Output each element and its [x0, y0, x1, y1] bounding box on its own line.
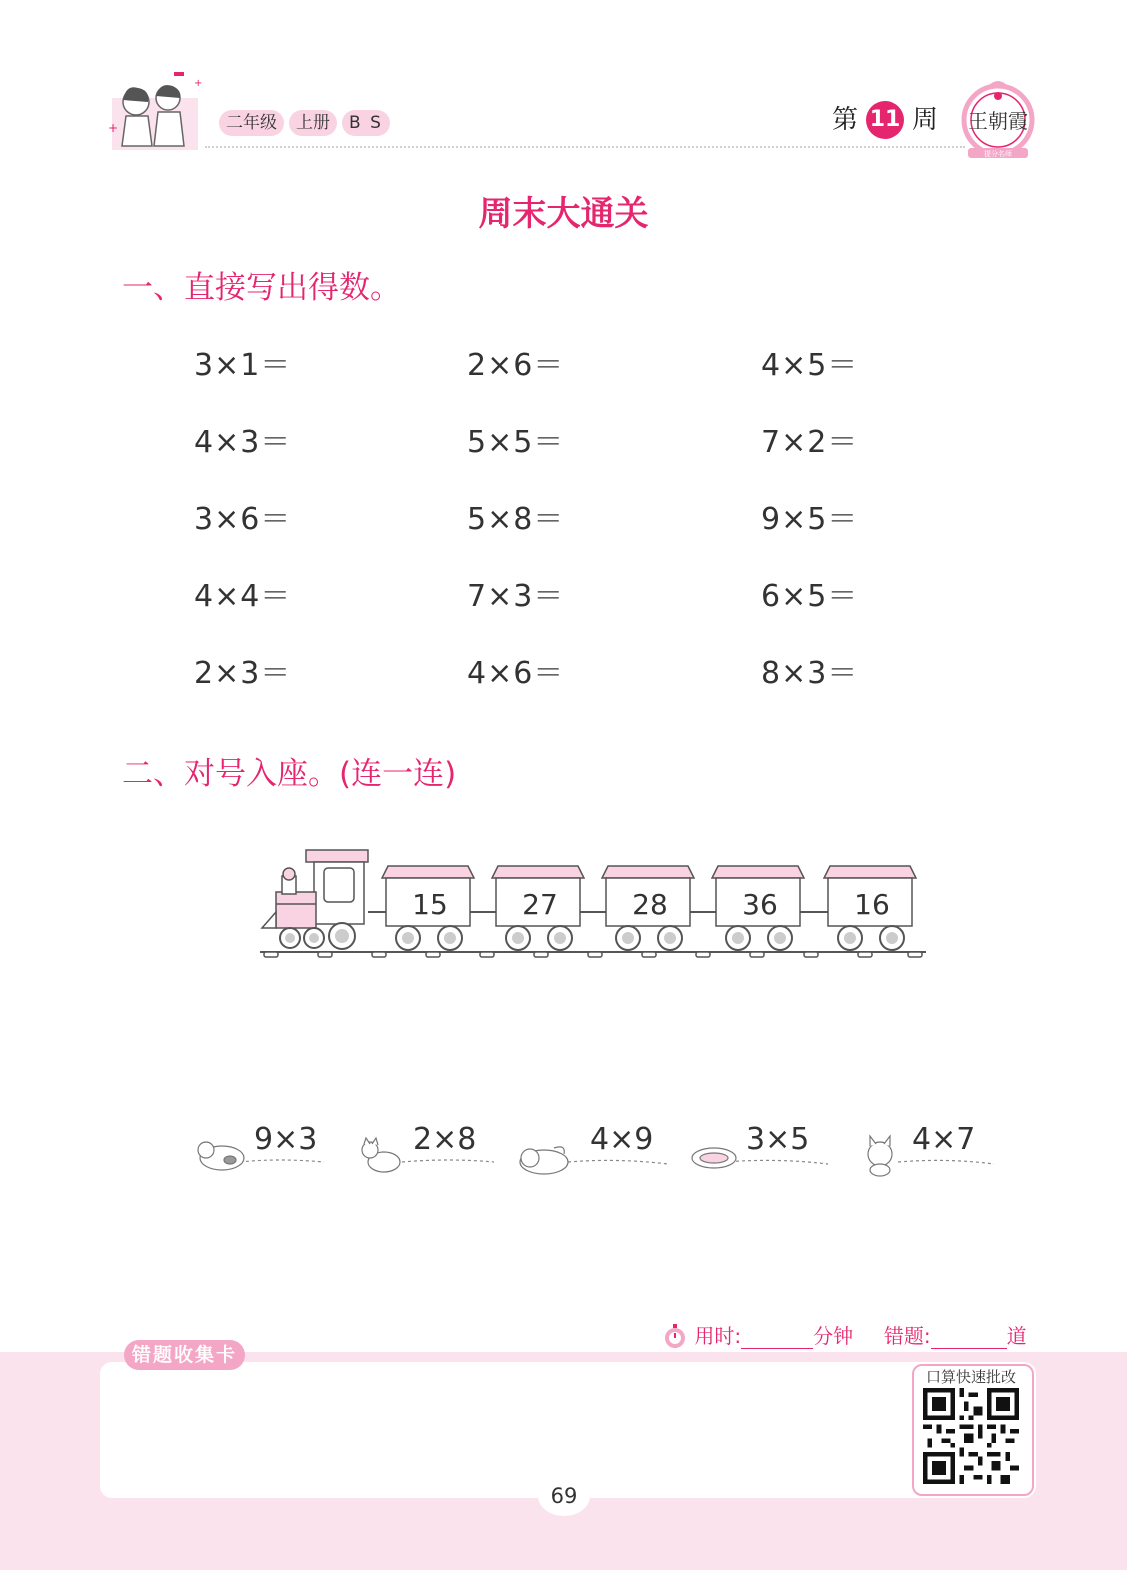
error-card-title: 错题收集卡 [124, 1340, 245, 1370]
qr-caption: 口算快速批改 [925, 1368, 1016, 1386]
equation: 8×3＝ [761, 656, 859, 691]
animal-expression: 9×3 [254, 1122, 318, 1157]
train-illustration [258, 848, 928, 960]
errors-blank[interactable] [931, 1324, 1007, 1349]
animal-expression: 2×8 [413, 1122, 477, 1157]
equation: 4×6＝ [467, 656, 565, 691]
header-divider [205, 146, 965, 148]
time-blank[interactable] [741, 1324, 813, 1349]
equation: 9×5＝ [761, 502, 859, 537]
equation: 3×6＝ [194, 502, 292, 537]
animal-expression: 4×9 [590, 1122, 654, 1157]
brand-seal-logo [958, 78, 1038, 160]
edition-label: B S [342, 110, 390, 136]
equation: 2×3＝ [194, 656, 292, 691]
equation: 7×2＝ [761, 425, 859, 460]
equation: 4×4＝ [194, 579, 292, 614]
train-car-number: 27 [522, 888, 558, 921]
time-label: 用时: [694, 1324, 742, 1348]
cat-icon [868, 1136, 892, 1176]
train-car-number: 28 [632, 888, 668, 921]
time-tracker [662, 1320, 1027, 1349]
volume-label: 上册 [289, 110, 337, 136]
svg-text:王朝霞: 王朝霞 [968, 109, 1028, 133]
equation: 4×5＝ [761, 348, 859, 383]
pig-icon [692, 1148, 736, 1168]
week-number-badge: 11 [866, 101, 904, 139]
svg-text:提分名师: 提分名师 [984, 150, 1012, 158]
section1-heading: 一、直接写出得数。 [122, 270, 401, 306]
animal-expression: 4×7 [912, 1122, 976, 1157]
dog-icon [198, 1142, 244, 1170]
children-illustration [104, 70, 210, 154]
page-number: 69 [538, 1476, 590, 1516]
equation: 4×3＝ [194, 425, 292, 460]
stopwatch-icon [662, 1323, 688, 1349]
equation: 2×6＝ [467, 348, 565, 383]
svg-text:+: + [108, 121, 119, 135]
train-car-number: 16 [854, 888, 890, 921]
cat-icon [362, 1138, 400, 1172]
equation: 6×5＝ [761, 579, 859, 614]
svg-text:+: + [194, 78, 203, 89]
equation: 5×8＝ [467, 502, 565, 537]
animal-expression: 3×5 [746, 1122, 810, 1157]
week-prefix: 第 [832, 105, 859, 135]
cat-icon [520, 1147, 568, 1174]
train-car-number: 15 [412, 888, 448, 921]
errors-unit: 道 [1006, 1324, 1027, 1348]
train-car-number: 36 [742, 888, 778, 921]
equation: 5×5＝ [467, 425, 565, 460]
errors-label: 错题: [883, 1324, 931, 1348]
section2-heading: 二、对号入座。(连一连) [122, 756, 457, 792]
equation: 3×1＝ [194, 348, 292, 383]
qr-code-icon[interactable] [922, 1388, 1020, 1484]
page-title: 周末大通关 [478, 194, 649, 234]
week-suffix: 周 [912, 105, 939, 135]
time-unit: 分钟 [813, 1324, 854, 1348]
equation: 7×3＝ [467, 579, 565, 614]
grade-label: 二年级 [219, 110, 284, 136]
